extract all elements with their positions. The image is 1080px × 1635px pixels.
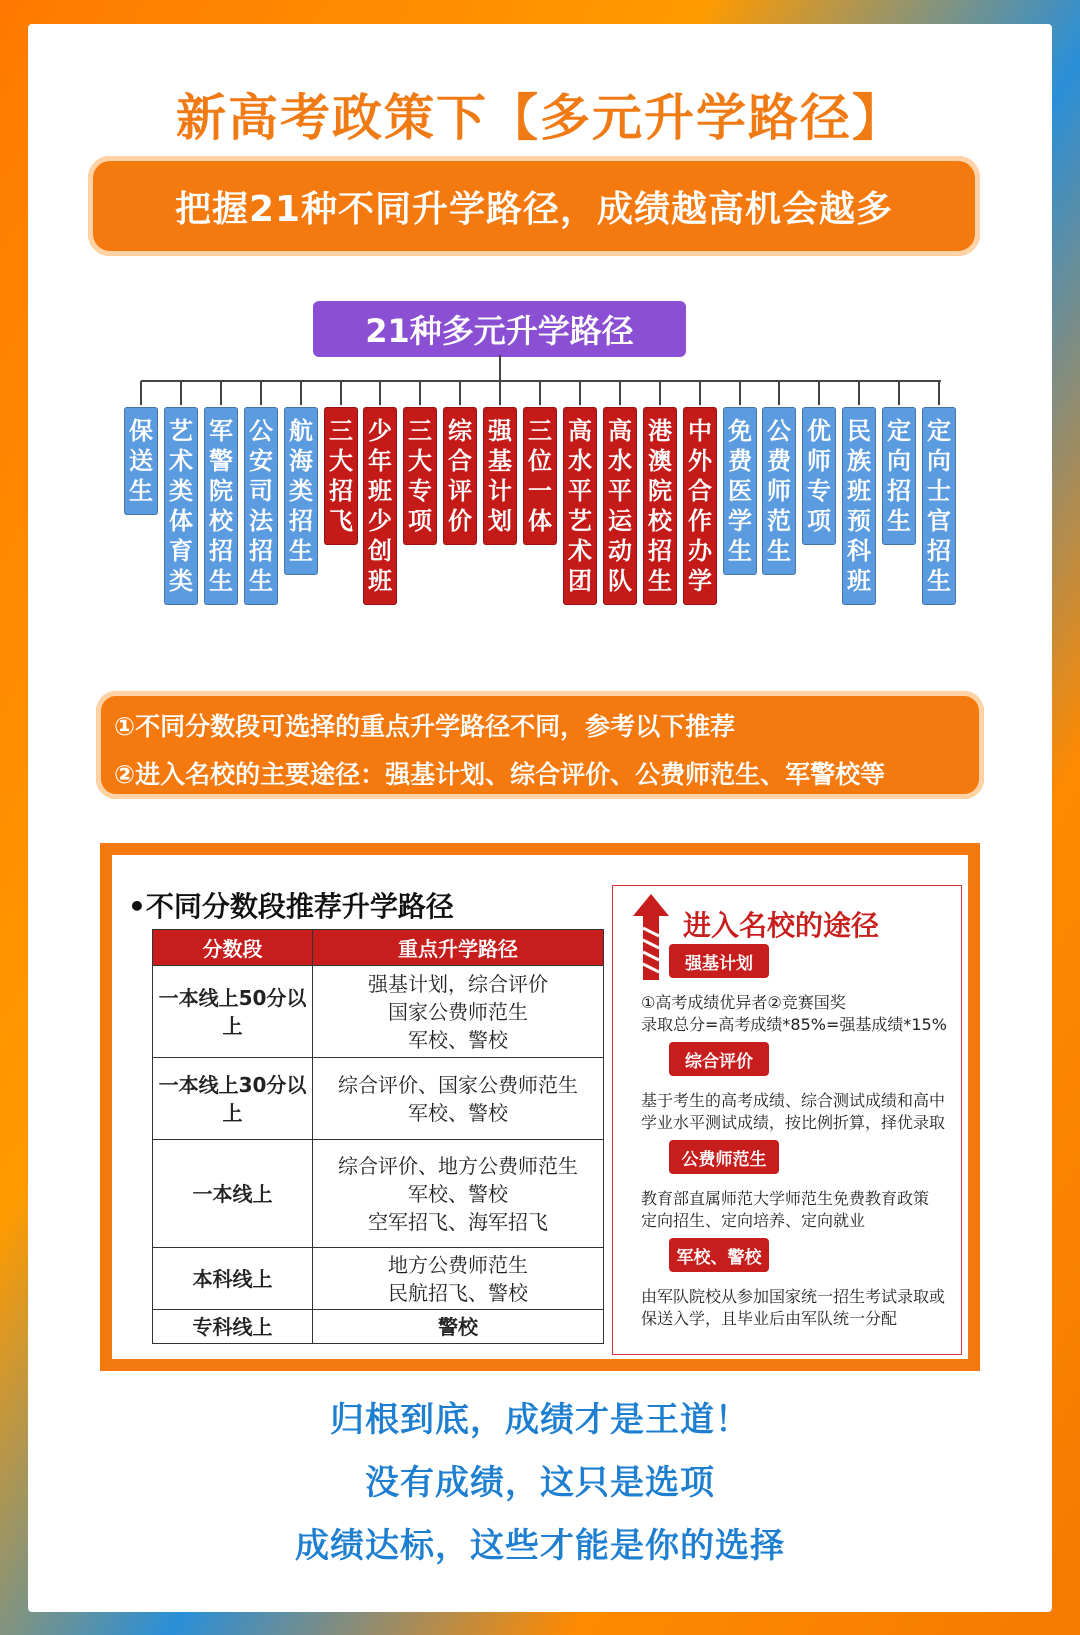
- path-node: [723, 407, 757, 575]
- path-node-char: 一: [528, 477, 552, 505]
- path-node-char: 班: [368, 567, 392, 595]
- path-node-char: 评: [448, 477, 472, 505]
- score-band: 一本线上30分以上: [153, 1058, 313, 1140]
- tree-connectors: [0, 355, 1080, 405]
- path-node-char: 类: [289, 477, 313, 505]
- path-node-char: 警: [209, 447, 233, 475]
- path-node-char: 公: [767, 417, 791, 445]
- path-line: 国家公费师范生: [388, 999, 528, 1024]
- path-node: [244, 407, 278, 605]
- path-node-char: 师: [807, 447, 831, 475]
- path-node: [802, 407, 836, 545]
- path-node-char: 校: [209, 507, 233, 535]
- table-row: [153, 1140, 604, 1248]
- path-node-char: 官: [927, 507, 951, 535]
- path-node-char: 安: [249, 447, 273, 475]
- table-row: [153, 1248, 604, 1310]
- path-node-char: 费: [728, 447, 752, 475]
- path-node-char: 民: [847, 417, 871, 445]
- path-node-char: 族: [847, 447, 871, 475]
- panel-title: •不同分数段推荐升学路径: [128, 890, 454, 923]
- path-line: 警校: [438, 1314, 478, 1339]
- path-node: [483, 407, 517, 545]
- path-node-char: 办: [688, 537, 712, 565]
- path-node-char: 体: [169, 507, 193, 535]
- path-node-char: 外: [688, 447, 712, 475]
- path-node-char: 澳: [648, 447, 672, 475]
- path-node-char: 高: [608, 417, 632, 445]
- path-node-char: 法: [249, 507, 273, 535]
- path-node-char: 定: [887, 417, 911, 445]
- path-node-char: 校: [648, 507, 672, 535]
- path-node-char: 班: [847, 477, 871, 505]
- path-line: 民航招飞、警校: [388, 1280, 528, 1305]
- path-node-char: 水: [608, 447, 632, 475]
- path-node-char: 位: [528, 447, 552, 475]
- path-node: [882, 407, 916, 545]
- path-node-char: 体: [528, 507, 552, 535]
- path-node-char: 三: [329, 417, 353, 445]
- path-node-char: 向: [887, 447, 911, 475]
- path-node: [603, 407, 637, 605]
- notes-box: [96, 691, 984, 799]
- table-row: [153, 966, 604, 1058]
- path-node-char: 生: [728, 537, 752, 565]
- path-node: [922, 407, 956, 605]
- table-row: [153, 1058, 604, 1140]
- path-node: [683, 407, 717, 605]
- path-node: [284, 407, 318, 575]
- path-node-char: 招: [329, 477, 353, 505]
- path-node-char: 生: [209, 567, 233, 595]
- path-node-char: 价: [448, 507, 472, 535]
- route-tag: 综合评价: [669, 1042, 769, 1076]
- path-node-char: 术: [169, 447, 193, 475]
- path-node-char: 军: [209, 417, 233, 445]
- path-node-char: 三: [408, 417, 432, 445]
- path-node-char: 动: [608, 537, 632, 565]
- score-band: 一本线上50分以上: [153, 966, 313, 1058]
- path-node-char: 水: [568, 447, 592, 475]
- path-node-char: 年: [368, 447, 392, 475]
- up-arrow-icon: [633, 894, 669, 980]
- note-line-2: ②进入名校的主要途径：强基计划、综合评价、公费师范生、军警校等: [114, 760, 886, 789]
- path-node: [363, 407, 397, 605]
- score-band: 一本线上: [153, 1140, 313, 1248]
- path-node-char: 强: [488, 417, 512, 445]
- path-node-char: 计: [488, 477, 512, 505]
- path-node-char: 飞: [329, 507, 353, 535]
- path-node-char: 招: [927, 537, 951, 565]
- page-title: 新高考政策下【多元升学路径】: [176, 89, 904, 147]
- route-desc: [641, 1286, 961, 1330]
- path-node-char: 生: [927, 567, 951, 595]
- path-node-char: 生: [648, 567, 672, 595]
- score-band: 专科线上: [153, 1310, 313, 1344]
- path-line: 军校、警校: [408, 1100, 508, 1125]
- route-tag: 公费师范生: [669, 1140, 779, 1174]
- path-node-char: 专: [807, 477, 831, 505]
- path-node-char: 生: [129, 477, 153, 505]
- path-line: 综合评价、国家公费师范生: [338, 1072, 578, 1097]
- path-line: 地方公费师范生: [388, 1252, 528, 1277]
- path-node-char: 艺: [568, 507, 592, 535]
- score-paths: [313, 1140, 604, 1248]
- slogan-2: 没有成绩，这只是选项: [365, 1463, 715, 1503]
- path-node-char: 中: [688, 417, 712, 445]
- root-node: 21种多元升学路径: [313, 301, 686, 357]
- path-node-char: 港: [648, 417, 672, 445]
- path-node-char: 合: [448, 447, 472, 475]
- path-node-char: 航: [289, 417, 313, 445]
- route-title: 进入名校的途径: [683, 909, 880, 942]
- path-node-char: 师: [767, 477, 791, 505]
- path-node-char: 海: [289, 447, 313, 475]
- path-node-char: 术: [568, 537, 592, 565]
- path-node-char: 学: [688, 567, 712, 595]
- path-node-char: 高: [568, 417, 592, 445]
- path-node-char: 生: [887, 507, 911, 535]
- slogan-3: 成绩达标，这些才能是你的选择: [295, 1526, 785, 1566]
- path-node-char: 预: [847, 507, 871, 535]
- path-node-char: 向: [927, 447, 951, 475]
- path-node-char: 大: [329, 447, 353, 475]
- route-desc-line: 录取总分=高考成绩*85%=强基成绩*15%: [641, 1015, 947, 1034]
- route-desc-line: 保送入学，且毕业后由军队统一分配: [641, 1309, 898, 1328]
- path-node: [324, 407, 358, 545]
- path-node-char: 平: [608, 477, 632, 505]
- path-node-char: 送: [129, 447, 153, 475]
- path-node-char: 院: [648, 477, 672, 505]
- path-node-char: 院: [209, 477, 233, 505]
- path-line: 强基计划，综合评价: [368, 971, 548, 996]
- path-node-char: 三: [528, 417, 552, 445]
- path-line: 空军招飞、海军招飞: [368, 1209, 548, 1234]
- path-line: 军校、警校: [408, 1181, 508, 1206]
- path-node-char: 优: [807, 417, 831, 445]
- path-node-char: 免: [728, 417, 752, 445]
- path-node-char: 少: [368, 507, 392, 535]
- path-line: 综合评价、地方公费师范生: [338, 1153, 578, 1178]
- path-node-char: 公: [249, 417, 273, 445]
- route-desc-line: ①高考成绩优异者②竞赛国奖: [641, 993, 846, 1012]
- route-desc-line: 基于考生的高考成绩、综合测试成绩和高中: [641, 1091, 946, 1110]
- path-node-char: 团: [568, 567, 592, 595]
- path-node: [842, 407, 876, 605]
- path-node-char: 育: [169, 537, 193, 565]
- path-node-char: 保: [129, 417, 153, 445]
- path-node: [762, 407, 796, 575]
- path-node-char: 班: [368, 477, 392, 505]
- route-desc: [641, 1188, 961, 1232]
- path-node: [164, 407, 198, 605]
- path-node-char: 创: [368, 537, 392, 565]
- note-line-1: ①不同分数段可选择的重点升学路径不同，参考以下推荐: [114, 712, 736, 741]
- path-node: [523, 407, 557, 545]
- path-node-char: 定: [927, 417, 951, 445]
- path-node-char: 队: [608, 567, 632, 595]
- header-paths: 重点升学路径: [313, 930, 604, 966]
- route-tag: 军校、警校: [669, 1238, 769, 1272]
- path-node-char: 司: [249, 477, 273, 505]
- header-band: 分数段: [153, 930, 313, 966]
- path-line: 军校、警校: [408, 1027, 508, 1052]
- path-node-char: 学: [728, 507, 752, 535]
- score-paths: [313, 1058, 604, 1140]
- path-node: [443, 407, 477, 545]
- path-node-char: 作: [688, 507, 712, 535]
- path-node-char: 类: [169, 567, 193, 595]
- poster-card: [28, 24, 1052, 1612]
- path-node-char: 少: [368, 417, 392, 445]
- path-node: [643, 407, 677, 605]
- path-node-char: 生: [289, 537, 313, 565]
- route-desc: [641, 992, 961, 1036]
- path-node-char: 项: [408, 507, 432, 535]
- path-node-char: 范: [767, 507, 791, 535]
- route-desc-line: 教育部直属师范大学师范生免费教育政策: [641, 1189, 930, 1208]
- path-node-char: 科: [847, 537, 871, 565]
- path-node-char: 运: [608, 507, 632, 535]
- route-desc-line: 定向招生、定向培养、定向就业: [641, 1211, 866, 1230]
- path-node-char: 艺: [169, 417, 193, 445]
- recommend-panel: [100, 843, 980, 1371]
- route-tag: 强基计划: [669, 944, 769, 978]
- path-node-char: 医: [728, 477, 752, 505]
- banner-text: 把握21种不同升学路径，成绩越高机会越多: [174, 188, 894, 230]
- path-node-char: 生: [249, 567, 273, 595]
- path-node-char: 类: [169, 477, 193, 505]
- path-node: [563, 407, 597, 605]
- path-node-char: 费: [767, 447, 791, 475]
- path-node-char: 平: [568, 477, 592, 505]
- path-node-char: 招: [648, 537, 672, 565]
- route-desc-line: 学业水平测试成绩，按比例折算，择优录取: [641, 1113, 946, 1132]
- path-node-char: 生: [767, 537, 791, 565]
- path-node: [403, 407, 437, 545]
- path-node: [204, 407, 238, 605]
- path-node-char: 士: [927, 477, 951, 505]
- score-paths: [313, 1248, 604, 1310]
- path-node-char: 招: [249, 537, 273, 565]
- path-node-char: 招: [887, 477, 911, 505]
- table-row: [153, 1310, 604, 1344]
- path-node-char: 招: [289, 507, 313, 535]
- path-node-char: 项: [807, 507, 831, 535]
- route-desc: [641, 1090, 961, 1134]
- path-node-char: 基: [488, 447, 512, 475]
- path-node-char: 大: [408, 447, 432, 475]
- route-box: [612, 885, 962, 1355]
- score-paths: [313, 966, 604, 1058]
- path-node-char: 招: [209, 537, 233, 565]
- path-node-char: 专: [408, 477, 432, 505]
- path-node-char: 班: [847, 567, 871, 595]
- path-node-char: 综: [448, 417, 472, 445]
- path-node: [124, 407, 158, 515]
- path-node-char: 合: [688, 477, 712, 505]
- path-node-char: 划: [488, 507, 512, 535]
- banner: [88, 156, 980, 256]
- route-desc-line: 由军队院校从参加国家统一招生考试录取或: [641, 1287, 946, 1306]
- score-band: 本科线上: [153, 1248, 313, 1310]
- slogan-1: 归根到底，成绩才是王道！: [330, 1400, 750, 1440]
- score-table: [152, 929, 604, 1344]
- score-paths: [313, 1310, 604, 1344]
